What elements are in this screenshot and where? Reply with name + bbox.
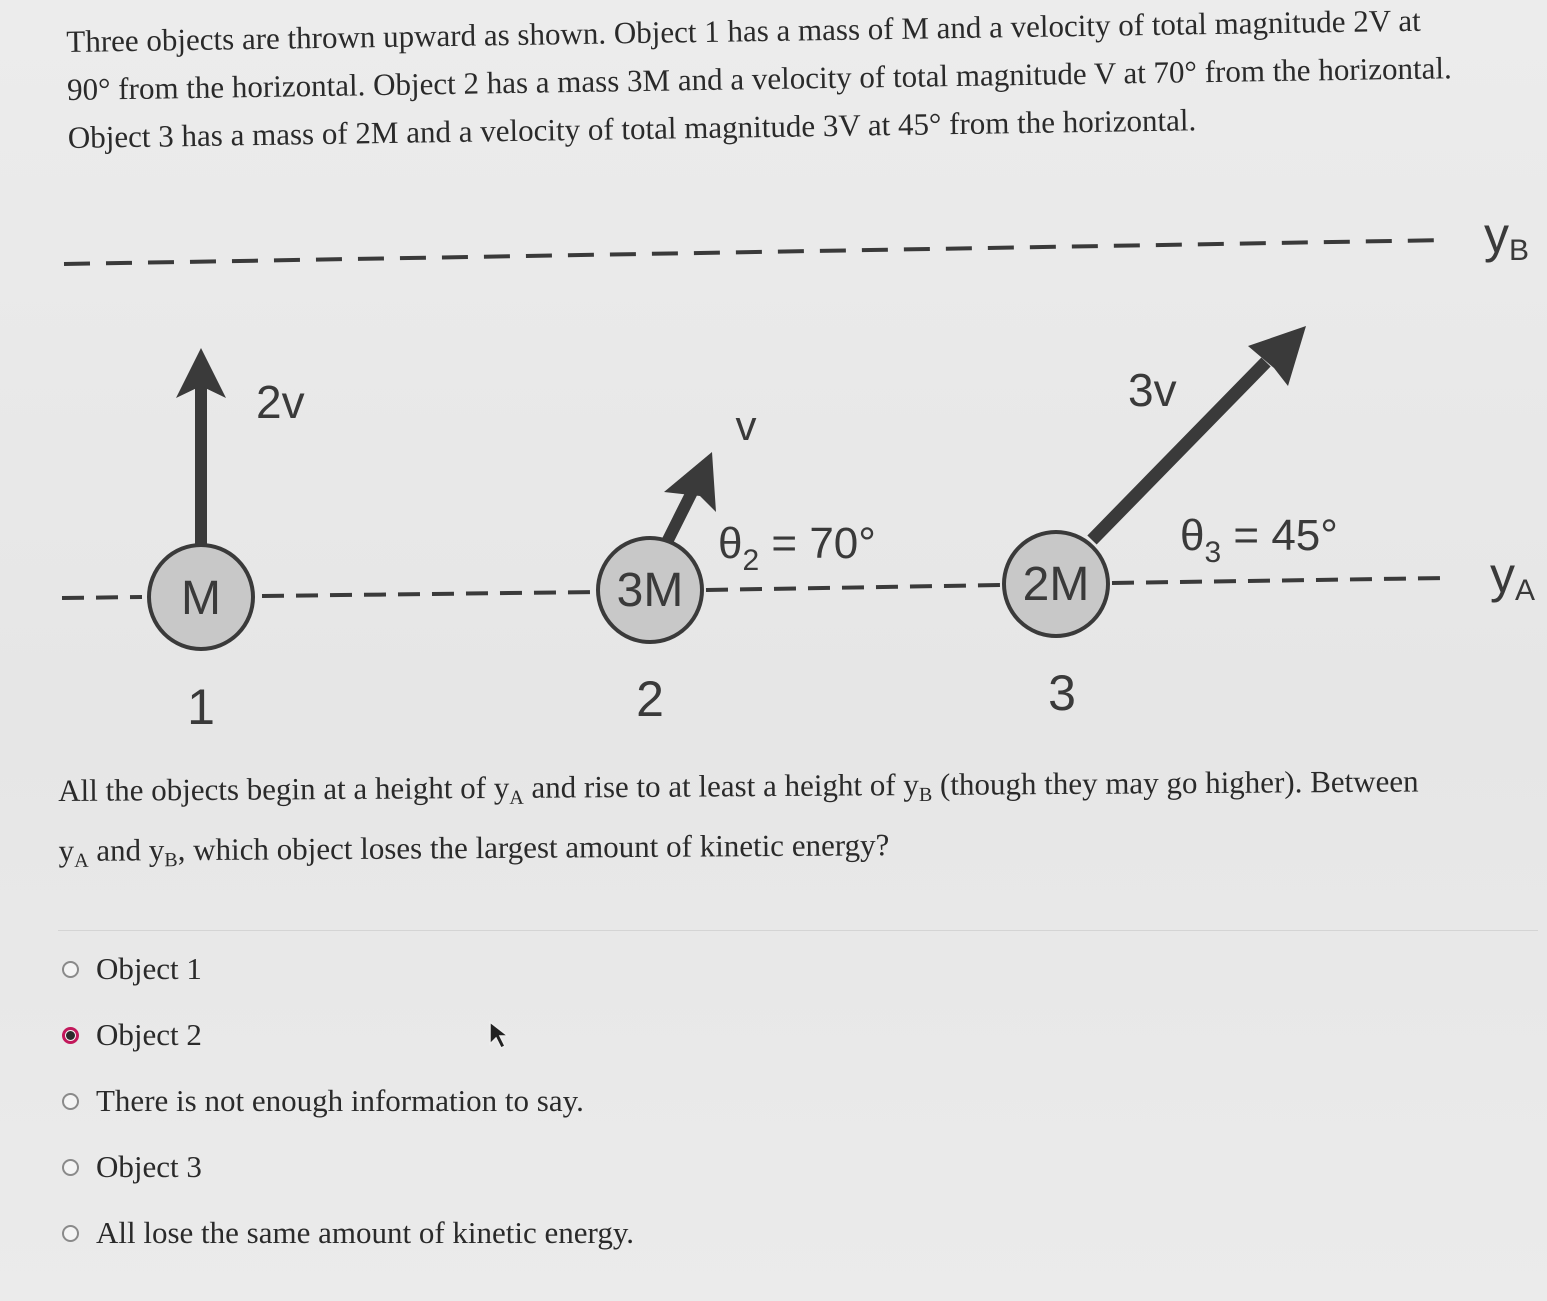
question-line-2-part-a: y (58, 832, 75, 868)
option-label: All lose the same amount of kinetic energy. (96, 1215, 635, 1250)
object-3 (1004, 326, 1338, 721)
object-2-angle-label: $\theta_2 = 70^\circ$ (718, 519, 876, 577)
object-1-mass-label: M (181, 572, 221, 625)
problem-line-2: 90° from the horizontal. Object 2 has a mass 3M and a velocity of total magnitude V at 70° from the horizontal. (66, 50, 1452, 107)
radio-button-icon[interactable] (62, 1093, 79, 1110)
answer-options (58, 936, 1538, 1266)
options-top-divider (58, 930, 1538, 931)
ya-dashed-line-mid-1 (262, 592, 596, 596)
radio-button-icon[interactable] (62, 1225, 79, 1242)
option-label: Object 2 (96, 1017, 202, 1052)
object-2-velocity-label: v (735, 402, 757, 449)
object-2 (598, 402, 876, 727)
object-1 (149, 348, 305, 735)
subscript-b: B (918, 783, 933, 806)
projectile-diagram (0, 200, 1547, 740)
radio-button-icon[interactable] (62, 961, 79, 978)
subscript-a: A (74, 849, 89, 872)
object-2-mass-label: 3M (616, 564, 684, 617)
question-line-1 (58, 756, 1543, 826)
option-label: There is not enough information to say. (96, 1083, 584, 1118)
question-line-1-part-b: and rise to at least a height of y (523, 766, 919, 805)
question-line-1-part-c: (though they may go higher). Between (932, 763, 1419, 802)
diagram-svg (0, 200, 1547, 740)
option-object-3[interactable] (58, 1134, 1538, 1200)
problem-line-3: Object 3 has a mass of 2M and a velocity of total magnitude 3V at 45° from the horizontal. (67, 102, 1197, 155)
radio-button-selected-icon[interactable] (62, 1027, 79, 1044)
yb-label: yB (1484, 207, 1530, 267)
object-1-number: 1 (187, 679, 215, 735)
object-3-number: 3 (1048, 665, 1076, 721)
ya-dashed-line-right (1112, 578, 1446, 583)
question-line-2 (58, 816, 1543, 886)
object-3-angle-label: $\theta_3 = 45^\circ$ (1180, 511, 1338, 569)
mouse-pointer-icon (488, 1020, 510, 1050)
object-3-velocity-label: 3v (1128, 364, 1177, 416)
subscript-b: B (164, 849, 178, 872)
radio-button-icon[interactable] (62, 1159, 79, 1176)
option-label: Object 3 (96, 1149, 202, 1184)
question-line-1-part-a: All the objects begin at a height of y (58, 769, 510, 808)
option-object-1[interactable] (58, 936, 1538, 1002)
question-line-2-part-b: and y (88, 832, 165, 868)
question-line-2-part-c: , which object loses the largest amount of kinetic energy? (177, 827, 890, 868)
question-text (58, 756, 1544, 886)
option-label: Object 1 (96, 951, 202, 986)
object-2-number: 2 (636, 671, 664, 727)
object-1-velocity-label: 2v (256, 376, 305, 428)
option-object-2[interactable] (58, 1002, 1538, 1068)
object-2-velocity-arrow (666, 488, 694, 544)
ya-label: yA (1490, 547, 1536, 607)
yb-dashed-line (64, 240, 1448, 264)
option-all-same[interactable] (58, 1200, 1538, 1266)
problem-statement (66, 0, 1538, 162)
option-not-enough-info[interactable] (58, 1068, 1538, 1134)
ya-dashed-line-left (62, 597, 142, 598)
subscript-a: A (509, 786, 524, 809)
object-3-mass-label: 2M (1022, 558, 1090, 611)
problem-line-1: Three objects are thrown upward as shown. Object 1 has a mass of M and a velocity of total magnitude 2V at (66, 2, 1421, 59)
ya-dashed-line-mid-2 (706, 585, 1000, 590)
